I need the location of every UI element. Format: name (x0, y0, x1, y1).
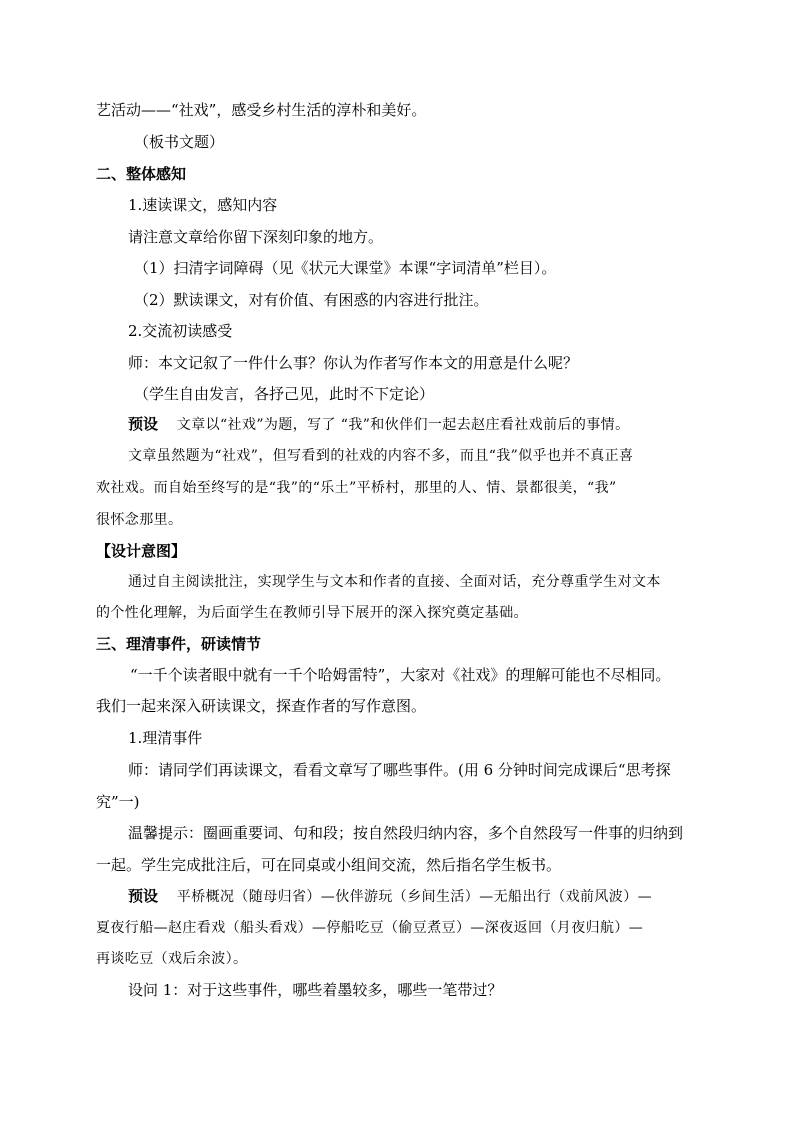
preset-text: 欢社戏。而自始至终写的是“我”的“乐土”平桥村，那里的人、情、景都很美，“我” (96, 480, 617, 496)
student-note: （学生自由发言，各抒己见，此时不下定论） (134, 385, 435, 403)
teacher-question: 师：本文记叙了一件什么事？你认为作者写作本文的用意是什么呢？ (128, 354, 579, 372)
teacher-instruction: 师：请同学们再读课文，看看文章写了哪些事件。(用 6 分钟时间完成课后“思考探 (128, 761, 671, 779)
step-heading-clarify-events: 1.理清事件 (128, 729, 203, 747)
list-item: （1）扫清字词障碍（见《状元大课堂》本课“字词清单”栏目）。 (134, 259, 557, 277)
preset-label: 预设 (128, 415, 159, 433)
step-heading-exchange: 2.交流初读感受 (128, 322, 233, 340)
tip-text: 温馨提示：圈画重要词、句和段；按自然段归纳内容，多个自然段写一件事的归纳到 (128, 824, 684, 842)
tip-text: 一起。学生完成批注后，可在同桌或小组间交流，然后指名学生板书。 (96, 856, 562, 874)
body-text-line: “一千个读者眼中就有一千个哈姆雷特”，大家对《社戏》的理解可能也不尽相同。 (130, 666, 671, 684)
preset-text: 再谈吃豆（戏后余波）。 (96, 951, 248, 967)
design-intent-heading: 【设计意图】 (96, 542, 187, 560)
teacher-instruction: 究”一) (96, 793, 140, 811)
design-intent-text: 的个性化理解，为后面学生在教师引导下展开的深入探究奠定基础。 (96, 605, 528, 621)
preset-line (128, 886, 652, 907)
body-text-line: 我们一起来深入研读课文，探查作者的写作意图。 (96, 697, 427, 715)
preset-text: 很怀念那里。 (96, 512, 183, 528)
blackboard-note: （板书文题） (134, 133, 225, 151)
preset-text: 文章以“社戏”为题，写了 “我”和伙伴们一起去赵庄看社戏前后的事情。 (176, 417, 630, 433)
preset-text: 平桥概况（随母归省）—伙伴游玩（乡间生活）—无船出行（戏前风波）— (176, 889, 652, 905)
step-heading-speed-read: 1.速读课文，感知内容 (128, 196, 278, 214)
design-intent-text: 通过自主阅读批注，实现学生与文本和作者的直接、全面对话，充分尊重学生对文本 (128, 574, 661, 590)
body-text-line: 艺活动——“社戏”，感受乡村生活的淳朴和美好。 (96, 101, 427, 119)
body-text-line: 请注意文章给你留下深刻印象的地方。 (128, 228, 384, 246)
preset-text: 文章虽然题为“社戏”，但写看到的社戏的内容不多，而且“我”似乎也并不真正喜 (128, 448, 634, 464)
preset-label: 预设 (128, 887, 159, 905)
preset-line (128, 414, 629, 435)
list-item: （2）默读课文，对有价值、有困惑的内容进行批注。 (134, 291, 489, 309)
section-heading-events: 三、理清事件，研读情节 (96, 635, 262, 653)
preset-text: 夏夜行船—赵庄看戏（船头看戏）—停船吃豆（偷豆煮豆）—深夜返回（月夜归航）— (96, 920, 644, 936)
section-heading-overall-perception: 二、整体感知 (96, 165, 187, 183)
question-1: 设问 1：对于这些事件，哪些着墨较多，哪些一笔带过？ (128, 981, 503, 999)
